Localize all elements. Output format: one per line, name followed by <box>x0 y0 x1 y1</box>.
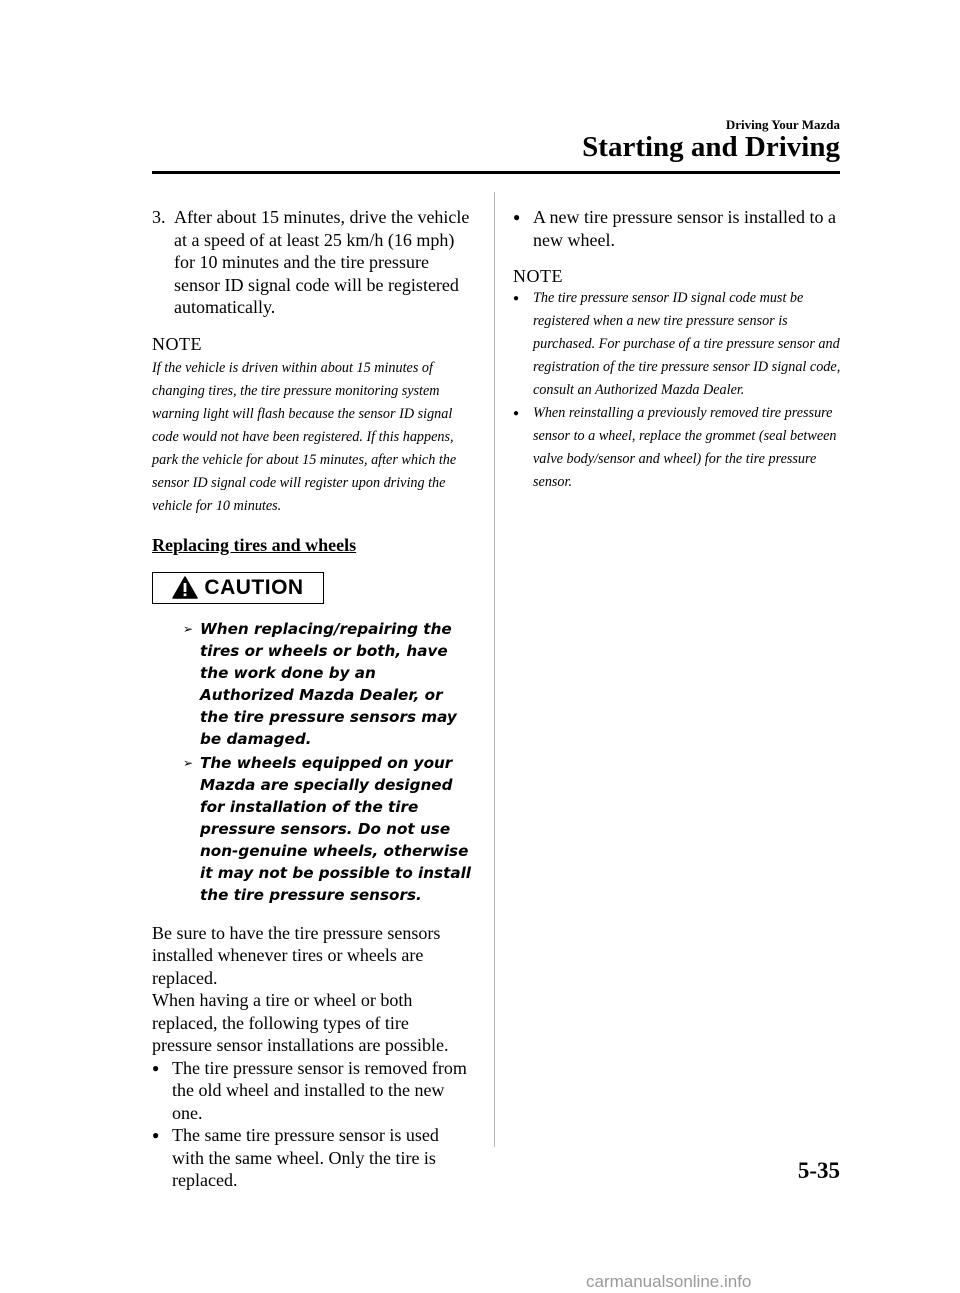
warning-triangle-icon <box>172 576 198 599</box>
watermark-link[interactable]: carmanualsonline.info <box>586 1272 752 1291</box>
list-item-text: A new tire pressure sensor is installed to a new wheel. <box>533 207 836 250</box>
list-item-text: The same tire pressure sensor is used with the same wheel. Only the tire is replaced. <box>172 1125 439 1190</box>
caution-list <box>183 618 473 906</box>
bullet-icon: ● <box>513 408 520 419</box>
arrow-bullet-icon: ➢ <box>183 755 194 770</box>
paragraph: When having a tire or wheel or both replaced, the following types of tire pressure sensor installations are possible. <box>152 990 449 1055</box>
left-column <box>152 206 472 1192</box>
header-rule <box>152 171 840 174</box>
arrow-bullet-icon: ➢ <box>183 621 194 636</box>
step-3 <box>152 206 472 319</box>
note-item <box>513 402 843 494</box>
column-divider <box>494 192 495 1147</box>
page-number: 5-35 <box>797 1158 840 1183</box>
list-item <box>152 1057 472 1125</box>
note-text: If the vehicle is driven within about 15 minutes of changing tires, the tire pressure monitoring system warning light will flash because the sensor ID signal code would not have been registered. If this happens, park the vehicle for about 15 minutes, after which the sensor ID signal code will register upon driving the vehicle for 10 minutes. <box>152 359 457 514</box>
caution-label: CAUTION <box>204 575 304 599</box>
header-section-label: Driving Your Mazda <box>725 117 840 132</box>
paragraph: Be sure to have the tire pressure sensors installed whenever tires or wheels are replaced. <box>152 922 441 988</box>
caution-banner <box>152 572 324 604</box>
step-number: 3. <box>152 207 166 227</box>
list-item <box>152 1124 472 1192</box>
bullet-icon: ● <box>152 1128 160 1142</box>
right-column <box>513 206 843 494</box>
note-item <box>513 287 843 402</box>
step-text: After about 15 minutes, drive the vehicle at a speed of at least 25 km/h (16 mph) for 10 minutes and the tire pressure sensor ID signal code will be registered automatically. <box>174 207 470 317</box>
note-item-text: When reinstalling a previously removed tire pressure sensor to a wheel, replace the grommet (seal between valve body/sensor and wheel) for the tire pressure sensor. <box>533 405 837 490</box>
bullet-icon: ● <box>513 210 521 224</box>
bullet-icon: ● <box>513 293 520 304</box>
list-item-text: The tire pressure sensor is removed from the old wheel and installed to the new one. <box>172 1057 467 1123</box>
bullet-icon: ● <box>152 1060 160 1075</box>
section-heading: Replacing tires and wheels <box>152 534 357 555</box>
note-label: NOTE <box>513 266 563 286</box>
caution-item <box>183 618 473 750</box>
caution-item <box>183 752 473 906</box>
note-item-text: The tire pressure sensor ID signal code must be registered when a new tire pressure sensor is purchased. For purchase of a tire pressure sensor and registration of the tire pressure sensor ID signal code, consult an Authorized Mazda Dealer. <box>533 290 841 398</box>
caution-item-text: When replacing/repairing the tires or wheels or both, have the work done by an Authorized Mazda Dealer, or the tire pressure sensors may be damaged. <box>200 619 457 748</box>
list-item <box>513 206 843 251</box>
page-title: Starting and Driving <box>582 131 840 163</box>
note-label: NOTE <box>152 333 202 354</box>
caution-item-text: The wheels equipped on your Mazda are specially designed for installation of the tire pressure sensors. Do not use non-genuine wheels, otherwise it may not be possible to install the tire pressure sensors. <box>200 753 472 904</box>
